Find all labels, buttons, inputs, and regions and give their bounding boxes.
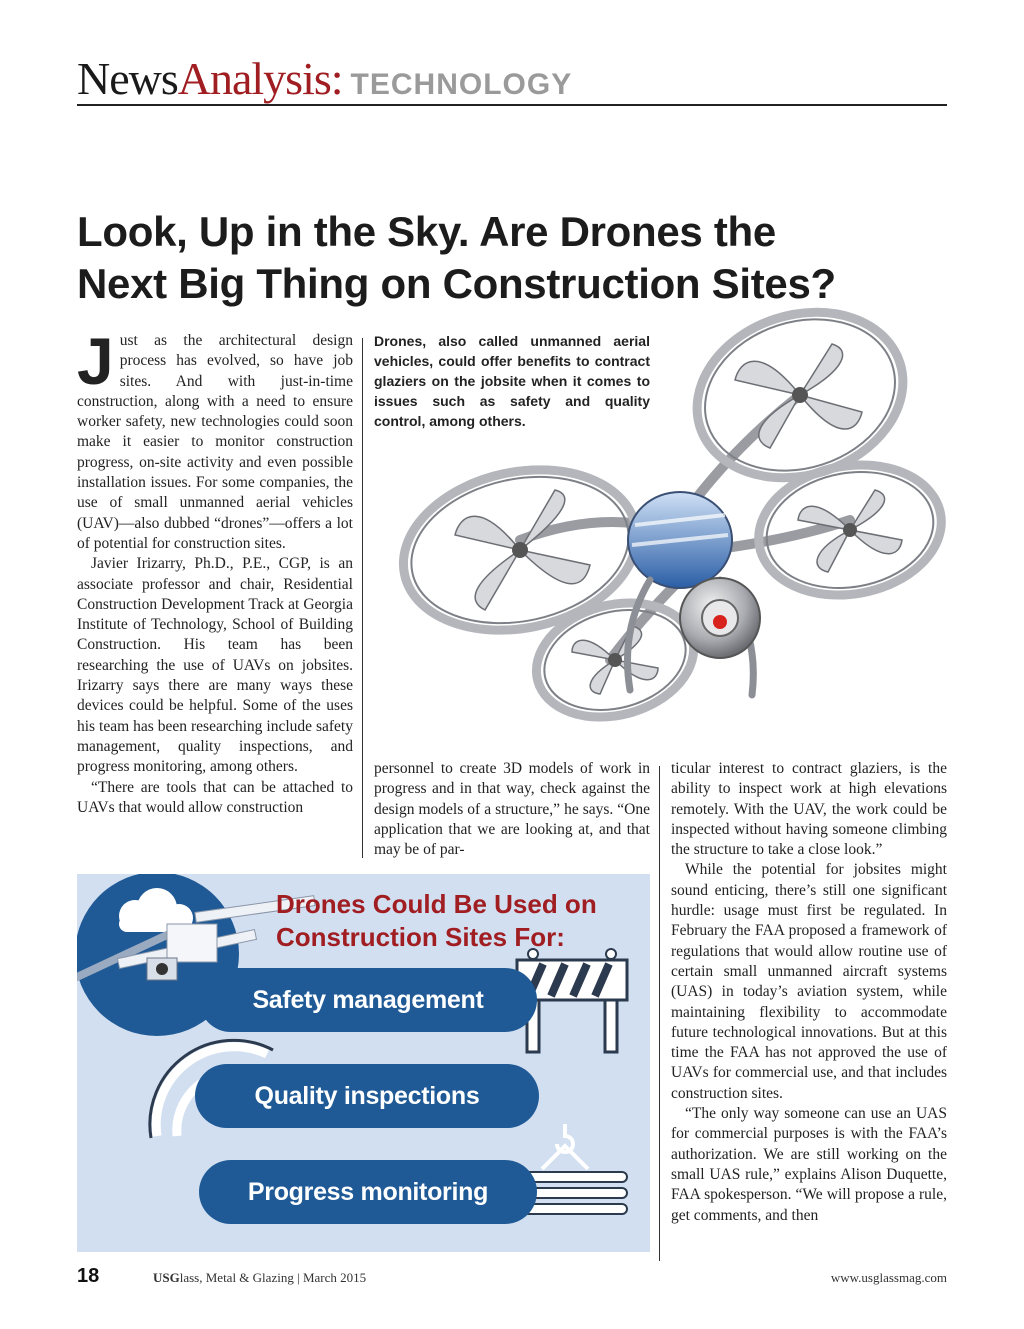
infographic-title-line-2: Construction Sites For:: [276, 922, 565, 952]
paragraph: While the potential for jobsites might sound enticing, there’s still one significant hurdle: usage must first be regulated. In February the FAA proposed a framework of regulations that would allow routine use of certain small unmanned aircraft systems (UAS) in today’s aviation system, while maintaining flexibility to accommodate future technological innovations. But at this time the FAA has not approved the use of UAVs for commercial use, and that includes construction sites.: [671, 861, 947, 1102]
paragraph: personnel to create 3D models of work in progress and in that way, check against the design models of a structure,” he says. “One application that we are looking at, and that may be of par-: [374, 760, 650, 859]
magazine-credit: [153, 1270, 366, 1286]
issue-date: March 2015: [302, 1270, 367, 1285]
infographic-title: [276, 888, 646, 954]
column-divider: [659, 766, 660, 1261]
magazine-name: lass, Metal & Glazing: [179, 1270, 294, 1285]
use-item-progress: Progress monitoring: [199, 1160, 537, 1224]
use-item-quality: Quality inspections: [195, 1064, 539, 1128]
footer-separator: |: [297, 1270, 300, 1285]
header-rule: [77, 104, 947, 106]
infographic-title-line-1: Drones Could Be Used on: [276, 889, 597, 919]
paragraph: ticular interest to contract glaziers, is the ability to inspect work at high elevations remotely. With the UAV, the work could be inspected without having someone climbing the structure to take a close look.”: [671, 760, 947, 859]
header-analysis: Analysis:: [177, 53, 343, 104]
use-item-safety: Safety management: [199, 968, 537, 1032]
photo-caption: Drones, also called unmanned aerial vehicles, could offer benefits to contract glaziers on the jobsite when it comes to issues such as safety and quality control, among others.: [374, 333, 650, 429]
page-number: 18: [77, 1265, 100, 1287]
magazine-name-bold: USG: [153, 1270, 180, 1285]
website-url: www.usglassmag.com: [830, 1270, 947, 1285]
infographic: [77, 874, 650, 1252]
headline-line-2: Next Big Thing on Construction Sites?: [77, 260, 836, 307]
paragraph: “The only way someone can use an UAS for commercial purposes is with the FAA’s authorization. We are still working on the small UAS rule,” explains Alison Duquette, FAA spokesperson. “We will propose a rule, get comments, and then: [671, 1105, 947, 1224]
drop-cap: J: [77, 324, 114, 398]
section-header: [77, 52, 947, 106]
header-news: News: [77, 53, 178, 104]
paragraph: Javier Irizarry, Ph.D., P.E., CGP, is an associate professor and chair, Residential Construction Development Track at Georgia Institute of Technology, School of Building Construction. His team has been researching the use of UAVs on jobsites. Irizarry says there are many ways these devices could be helpful. Some of the uses his team has been researching include safety management, quality inspections, and progress monitoring, among others.: [77, 555, 353, 776]
headline-line-1: Look, Up in the Sky. Are Drones the: [77, 208, 776, 255]
header-section: TECHNOLOGY: [350, 68, 573, 101]
article-column-1: [77, 324, 353, 818]
column-divider: [362, 338, 363, 858]
headline: [77, 206, 957, 310]
paragraph: Just as the architectural design process has evolved, so have job sites. And with just-in-time construction, along with a need to ensure worker safety, new technologies could soon make it easier to monitor construction progress, on-site activity and even possible installation issues. For some companies, the use of small unmanned aerial vehicles (UAV)—also dubbed “drones”—offers a lot of potential for construction sites.: [77, 324, 353, 552]
article-column-2: [374, 759, 650, 860]
article-column-3: [671, 759, 947, 1226]
drone-illustration: [380, 300, 960, 740]
paragraph: “There are tools that can be attached to UAVs that would allow construction: [77, 778, 353, 816]
